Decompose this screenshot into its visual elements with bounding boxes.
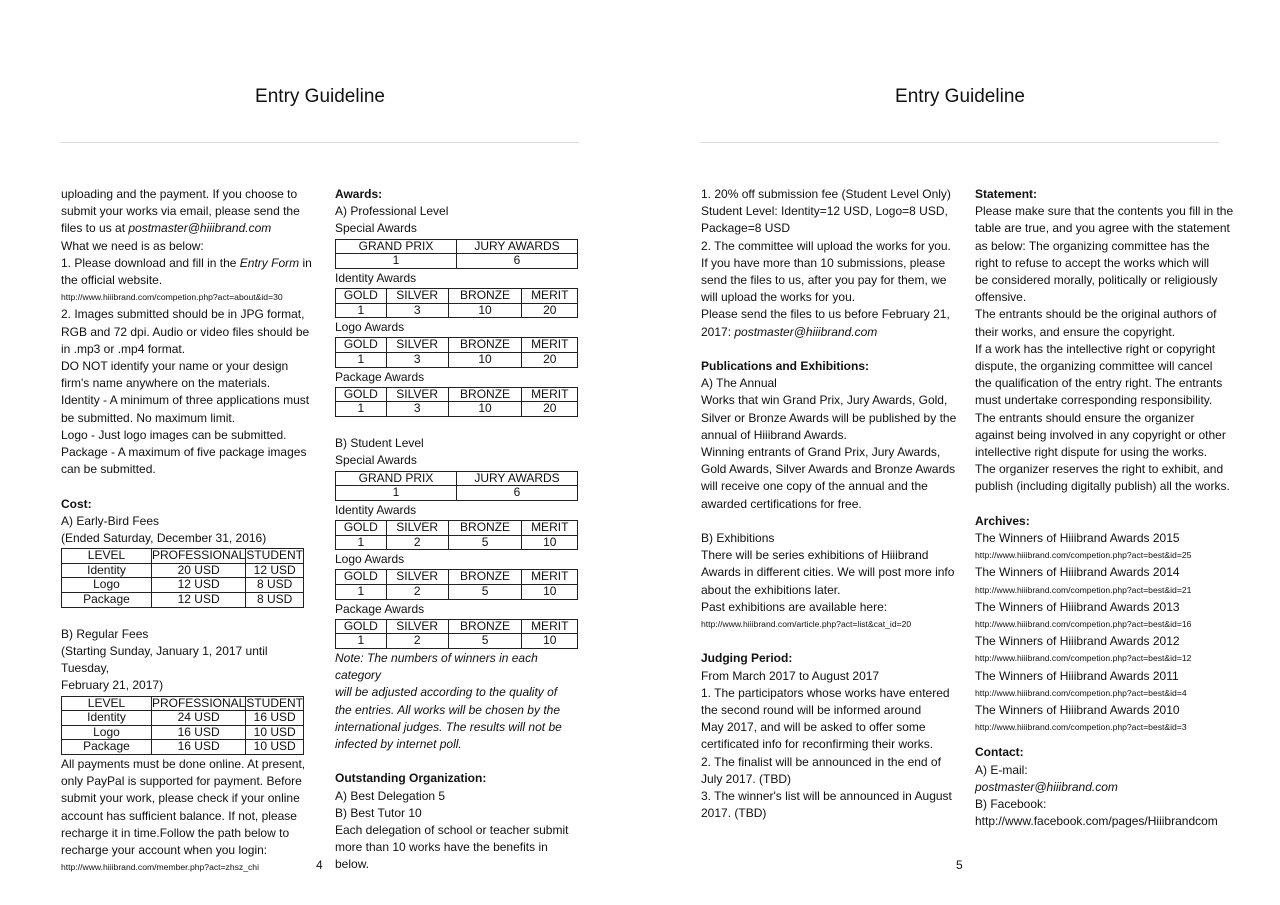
table-cell: Package: [62, 593, 152, 608]
text-line: Please make sure that the contents you fill in the: [975, 204, 1234, 219]
text-line: Silver or Bronze Awards will be published by the: [701, 410, 957, 425]
awards-heading: Awards:: [335, 187, 383, 201]
text-line: What we need is as below:: [61, 238, 204, 253]
text-line: submit your work, please check if your online: [61, 791, 300, 806]
table-row: [62, 563, 304, 578]
table-cell: 10: [522, 584, 578, 599]
text-line: publish (including digitally publish) all the works.: [975, 479, 1230, 494]
table-header-cell: MERIT: [522, 289, 578, 304]
table-row: [62, 711, 304, 726]
table-cell: 20: [522, 303, 578, 318]
text-line: the qualification of the entry right. The entrants: [975, 376, 1223, 391]
archive-label: The Winners of Hiiibrand Awards 2015: [975, 531, 1180, 546]
text-line: Gold Awards, Silver Awards and Bronze Awards: [701, 462, 956, 477]
header-divider: [700, 142, 1219, 143]
table-header-cell: SILVER: [386, 520, 448, 535]
text-line: recharge it in time.Follow the path below to: [61, 825, 290, 840]
table-cell: 1: [336, 535, 387, 550]
archive-label: The Winners of Hiiibrand Awards 2010: [975, 703, 1180, 718]
archive-url[interactable]: http://www.hiiibrand.com/competion.php?act=best&id=12: [975, 653, 1192, 664]
text-line: 2017. (TBD): [701, 806, 767, 821]
table-header-cell: MERIT: [522, 570, 578, 585]
logo-awards-label: Logo Awards: [335, 552, 405, 567]
special-awards-label: Special Awards: [335, 453, 417, 468]
table-header-cell: GOLD: [336, 520, 387, 535]
table-header-row: [62, 549, 304, 564]
text-line: If you have more than 10 submissions, please: [701, 255, 946, 270]
table-cell: 10: [522, 634, 578, 649]
stu-special-awards-table: [335, 471, 578, 501]
table-cell: 2: [386, 535, 448, 550]
stu-identity-awards-table: [335, 520, 578, 550]
text-line: [701, 324, 961, 341]
text-line: can be submitted.: [61, 462, 156, 477]
table-header-cell: MERIT: [522, 619, 578, 634]
table-cell: 1: [336, 584, 387, 599]
cost-heading: Cost:: [61, 496, 92, 511]
table-header-cell: GOLD: [336, 289, 387, 304]
header-divider: [60, 142, 579, 143]
table-header-cell: BRONZE: [448, 338, 522, 353]
text-line: annual of Hiiibrand Awards.: [701, 427, 847, 442]
text-line: [61, 220, 316, 237]
text-line: Each delegation of school or teacher submit: [335, 822, 569, 837]
text-line: must undertake corresponding responsibility.: [975, 393, 1213, 408]
contact-email-link[interactable]: postmaster@hiiibrand.com: [975, 779, 1118, 794]
right-column-2: [975, 186, 1235, 831]
table-cell: 10: [522, 535, 578, 550]
regular-fee-table: [61, 696, 304, 755]
archive-label: The Winners of Hiiibrand Awards 2011: [975, 668, 1179, 683]
early-bird-dates: (Ended Saturday, December 31, 2016): [61, 531, 267, 546]
facebook-link[interactable]: http://www.facebook.com/pages/Hiiibrandcom: [975, 814, 1218, 829]
text-line: Package - A maximum of five package images: [61, 445, 307, 460]
archive-label: The Winners of Hiiibrand Awards 2014: [975, 565, 1180, 580]
note-line: will be adjusted according to the quality of: [335, 685, 558, 700]
text-line: Past exhibitions are available here:: [701, 599, 888, 614]
table-cell: 20 USD: [151, 563, 245, 578]
text-line: Winning entrants of Grand Prix, Jury Awards,: [701, 445, 941, 460]
recharge-url[interactable]: http://www.hiiibrand.com/member.php?act=zhsz_chi: [61, 862, 259, 873]
best-delegation: A) Best Delegation 5: [335, 788, 446, 803]
table-cell: 1: [336, 402, 387, 417]
table-cell: 1: [336, 634, 387, 649]
text-line: 2. The finalist will be announced in the end of: [701, 754, 941, 769]
table-row: [336, 634, 578, 649]
text-line: Student Level: Identity=12 USD, Logo=8 USD,: [701, 204, 948, 219]
left-column-2: [335, 186, 585, 874]
table-header-cell: MERIT: [522, 338, 578, 353]
table-cell: 5: [448, 634, 522, 649]
note-line: Note: The numbers of winners in each category: [335, 650, 538, 683]
identity-awards-label: Identity Awards: [335, 502, 417, 517]
table-header-cell: SILVER: [386, 387, 448, 402]
table-row: [336, 254, 578, 269]
archive-url[interactable]: http://www.hiiibrand.com/competion.php?act=best&id=25: [975, 550, 1192, 561]
table-header-cell: JURY AWARDS: [457, 471, 578, 486]
page-number: 5: [956, 858, 963, 872]
table-cell: 3: [386, 303, 448, 318]
table-header-row: [336, 619, 578, 634]
archive-url[interactable]: http://www.hiiibrand.com/competion.php?act=best&id=3: [975, 722, 1187, 733]
entry-form-url[interactable]: http://www.hiiibrand.com/competion.php?act=about&id=30: [61, 292, 283, 303]
text-line: Works that win Grand Prix, Jury Awards, Gold,: [701, 393, 948, 408]
table-header-cell: LEVEL: [62, 696, 152, 711]
pro-logo-awards-table: [335, 337, 578, 367]
archive-url[interactable]: http://www.hiiibrand.com/competion.php?act=best&id=21: [975, 584, 1192, 595]
text-line: All payments must be done online. At present,: [61, 757, 306, 771]
table-cell: 8 USD: [246, 593, 304, 608]
table-header-cell: GOLD: [336, 619, 387, 634]
table-header-cell: SILVER: [386, 289, 448, 304]
entry-form-label: Entry Form: [239, 255, 300, 270]
table-header-cell: PROFESSIONAL: [151, 548, 246, 563]
left-column-1: [61, 186, 316, 876]
text-fragment: 2017:: [701, 324, 735, 339]
table-cell: 1: [336, 352, 387, 367]
table-header-row: [62, 696, 304, 711]
table-row: [336, 352, 578, 367]
contact-heading: Contact:: [975, 745, 1024, 760]
stu-package-awards-table: [335, 619, 578, 649]
table-header-cell: PROFESSIONAL: [151, 695, 246, 710]
table-cell: 5: [448, 535, 522, 550]
table-header-row: [336, 289, 578, 304]
table-cell: 3: [386, 352, 448, 367]
table-header-cell: MERIT: [522, 387, 578, 402]
table-cell: 10 USD: [246, 725, 304, 740]
text-line: the second round will be informed around: [701, 703, 922, 718]
table-header-cell: BRONZE: [448, 570, 522, 585]
table-cell: 16 USD: [151, 725, 245, 740]
table-header-cell: GRAND PRIX: [336, 239, 457, 254]
table-header-cell: GRAND PRIX: [336, 471, 457, 486]
email-label: A) E-mail:: [975, 762, 1028, 777]
table-cell: 24 USD: [151, 711, 245, 726]
publications-heading: Publications and Exhibitions:: [701, 359, 870, 374]
table-header-cell: LEVEL: [62, 549, 152, 564]
text-line: right to refuse to accept the works which will: [975, 255, 1210, 270]
table-header-row: [336, 239, 578, 254]
text-line: only PayPal is supported for payment. Before: [61, 774, 302, 789]
text-line: as below: The organizing committee has the: [975, 238, 1210, 253]
text-line: Identity - A minimum of three applications must: [61, 393, 310, 408]
table-row: [62, 593, 304, 608]
table-cell: Identity: [62, 711, 152, 726]
table-cell: 12 USD: [246, 563, 304, 578]
exhibitions-heading: B) Exhibitions: [701, 531, 775, 546]
text-line: [61, 255, 316, 272]
page-number: 4: [316, 858, 323, 872]
organization-heading: Outstanding Organization:: [335, 771, 487, 786]
page-title: Entry Guideline: [255, 86, 385, 107]
best-tutor: B) Best Tutor 10: [335, 805, 422, 820]
pro-special-awards-table: [335, 239, 578, 269]
table-cell: 10: [448, 303, 522, 318]
table-cell: 16 USD: [151, 740, 245, 755]
table-cell: 6: [457, 254, 578, 269]
text-line: 1. The participators whose works have entered: [701, 685, 950, 700]
table-header-row: [336, 338, 578, 353]
text-line: 2. Images submitted should be in JPG format,: [61, 307, 305, 322]
pro-package-awards-table: [335, 387, 578, 417]
table-cell: 10: [448, 352, 522, 367]
table-cell: Logo: [62, 725, 152, 740]
table-header-row: [336, 570, 578, 585]
text-line: 2. The committee will upload the works for you.: [701, 238, 951, 253]
table-header-cell: JURY AWARDS: [457, 239, 578, 254]
archives-heading: Archives:: [975, 513, 1030, 528]
regular-fees-dates: February 21, 2017): [61, 678, 164, 693]
text-line: 1. 20% off submission fee (Student Level Only): [701, 187, 951, 201]
annual-heading: A) The Annual: [701, 376, 777, 391]
text-line: about the exhibitions later.: [701, 582, 841, 597]
text-line: firm's name anywhere on the materials.: [61, 376, 271, 391]
text-line: their works, and ensure the copyright.: [975, 324, 1176, 339]
note-line: infected by internet poll.: [335, 736, 462, 751]
email-link[interactable]: postmaster@hiiibrand.com: [734, 324, 878, 339]
right-column-1: [701, 186, 961, 822]
text-line: send the files to us, after you pay for them, we: [701, 273, 947, 288]
early-bird-heading: A) Early-Bird Fees: [61, 513, 160, 528]
table-cell: 3: [386, 402, 448, 417]
archive-label: The Winners of Hiiibrand Awards 2012: [975, 634, 1180, 649]
text-line: in .mp3 or .mp4 format.: [61, 341, 186, 356]
table-header-cell: GOLD: [336, 387, 387, 402]
table-header-cell: SILVER: [386, 338, 448, 353]
text-line: DO NOT identify your name or your design: [61, 359, 289, 374]
table-header-row: [336, 387, 578, 402]
identity-awards-label: Identity Awards: [335, 270, 417, 285]
table-row: [336, 303, 578, 318]
table-cell: 16 USD: [246, 711, 304, 726]
text-line: awarded certifications for free.: [701, 496, 862, 511]
table-header-row: [336, 471, 578, 486]
early-bird-fee-table: [61, 548, 304, 607]
text-line: uploading and the payment. If you choose to: [61, 187, 298, 201]
table-cell: 5: [448, 584, 522, 599]
table-row: [336, 535, 578, 550]
text-fragment: in: [299, 255, 312, 270]
table-cell: Identity: [62, 563, 152, 578]
table-row: [62, 578, 304, 593]
text-line: against being involved in any copyright or other: [975, 427, 1226, 442]
professional-level-heading: A) Professional Level: [335, 204, 449, 219]
table-header-cell: BRONZE: [448, 387, 522, 402]
email-link[interactable]: postmaster@hiiibrand.com: [128, 221, 272, 236]
text-fragment: files to us at: [61, 221, 129, 236]
logo-awards-label: Logo Awards: [335, 320, 405, 335]
table-cell: 2: [386, 584, 448, 599]
text-line: The entrants should ensure the organizer: [975, 410, 1195, 425]
table-header-row: [336, 520, 578, 535]
text-line: Package=8 USD: [701, 221, 791, 236]
table-row: [62, 725, 304, 740]
table-cell: 10 USD: [246, 740, 304, 755]
table-cell: Package: [62, 740, 152, 755]
text-line: certificated info for reconfirming their works.: [701, 737, 934, 752]
table-cell: 1: [336, 486, 457, 501]
text-line: 3. The winner's list will be announced in August: [701, 789, 952, 804]
text-line: be submitted. No maximum limit.: [61, 410, 236, 425]
text-line: table are true, and you agree with the statement: [975, 221, 1230, 236]
table-row: [336, 402, 578, 417]
table-header-cell: MERIT: [522, 520, 578, 535]
text-fragment: 1. Please download and fill in the: [61, 255, 240, 270]
package-awards-label: Package Awards: [335, 601, 425, 616]
table-header-cell: BRONZE: [448, 289, 522, 304]
table-row: [336, 584, 578, 599]
table-cell: 20: [522, 402, 578, 417]
table-header-cell: GOLD: [336, 570, 387, 585]
page-title: Entry Guideline: [895, 86, 1025, 107]
text-line: will receive one copy of the annual and the: [701, 479, 928, 494]
text-line: be considered morally, politically or religiously: [975, 273, 1218, 288]
text-line: July 2017. (TBD): [701, 771, 792, 786]
text-line: dispute, the organizing committee will cancel: [975, 359, 1213, 374]
text-line: Awards in different cities. We will post more info: [701, 565, 955, 580]
archive-url[interactable]: http://www.hiiibrand.com/competion.php?act=best&id=16: [975, 619, 1192, 630]
table-header-cell: SILVER: [386, 619, 448, 634]
statement-heading: Statement:: [975, 187, 1038, 201]
text-line: RGB and 72 dpi. Audio or video files should be: [61, 324, 310, 339]
regular-fees-dates: (Starting Sunday, January 1, 2017 until Tuesday,: [61, 644, 268, 676]
note-line: the entries. All works will be chosen by the: [335, 702, 560, 717]
text-line: If a work has the intellective right or copyright: [975, 341, 1216, 356]
table-cell: 20: [522, 352, 578, 367]
table-header-cell: STUDENT: [246, 548, 303, 563]
note-line: international judges. The results will not be: [335, 719, 562, 734]
text-line: more than 10 works have the benefits in below.: [335, 840, 548, 872]
text-line: will upload the works for you.: [701, 290, 856, 305]
text-line: From March 2017 to August 2017: [701, 668, 880, 683]
table-header-cell: SILVER: [386, 570, 448, 585]
text-line: offensive.: [975, 290, 1027, 305]
regular-fees-heading: B) Regular Fees: [61, 626, 149, 641]
special-awards-label: Special Awards: [335, 221, 417, 236]
table-row: [62, 740, 304, 755]
table-row: [336, 486, 578, 501]
text-line: Logo - Just logo images can be submitted.: [61, 427, 287, 442]
table-cell: 8 USD: [246, 578, 304, 593]
archive-url[interactable]: http://www.hiiibrand.com/competion.php?act=best&id=4: [975, 687, 1187, 698]
table-cell: 12 USD: [151, 578, 245, 593]
student-level-heading: B) Student Level: [335, 436, 424, 451]
table-header-cell: STUDENT: [246, 695, 303, 710]
archive-label: The Winners of Hiiibrand Awards 2013: [975, 599, 1180, 614]
stu-logo-awards-table: [335, 569, 578, 599]
facebook-label: B) Facebook:: [975, 797, 1047, 812]
table-cell: 12 USD: [151, 593, 245, 608]
text-line: recharge your account when you login:: [61, 843, 268, 858]
table-cell: 10: [448, 402, 522, 417]
text-line: the official website.: [61, 273, 163, 288]
table-header-cell: BRONZE: [448, 619, 522, 634]
table-header-cell: BRONZE: [448, 520, 522, 535]
table-cell: 6: [457, 486, 578, 501]
text-line: account has sufficient balance. If not, please: [61, 808, 297, 823]
text-line: Please send the files to us before February 21,: [701, 307, 950, 322]
table-cell: Logo: [62, 578, 152, 593]
table-cell: 2: [386, 634, 448, 649]
text-line: intellective right dispute for using the works.: [975, 445, 1208, 460]
judging-heading: Judging Period:: [701, 651, 793, 666]
text-line: The entrants should be the original authors of: [975, 307, 1217, 322]
text-line: The organizer reserves the right to exhibit, and: [975, 462, 1224, 477]
pro-identity-awards-table: [335, 288, 578, 318]
exhibitions-url[interactable]: http://www.hiiibrand.com/article.php?act=list&cat_id=20: [701, 619, 912, 630]
table-header-cell: GOLD: [336, 338, 387, 353]
text-line: May 2017, and will be asked to offer some: [701, 720, 926, 735]
text-line: There will be series exhibitions of Hiiibrand: [701, 548, 929, 563]
table-cell: 1: [336, 303, 387, 318]
text-line: submit your works via email, please send the: [61, 204, 300, 219]
table-cell: 1: [336, 254, 457, 269]
package-awards-label: Package Awards: [335, 369, 425, 384]
